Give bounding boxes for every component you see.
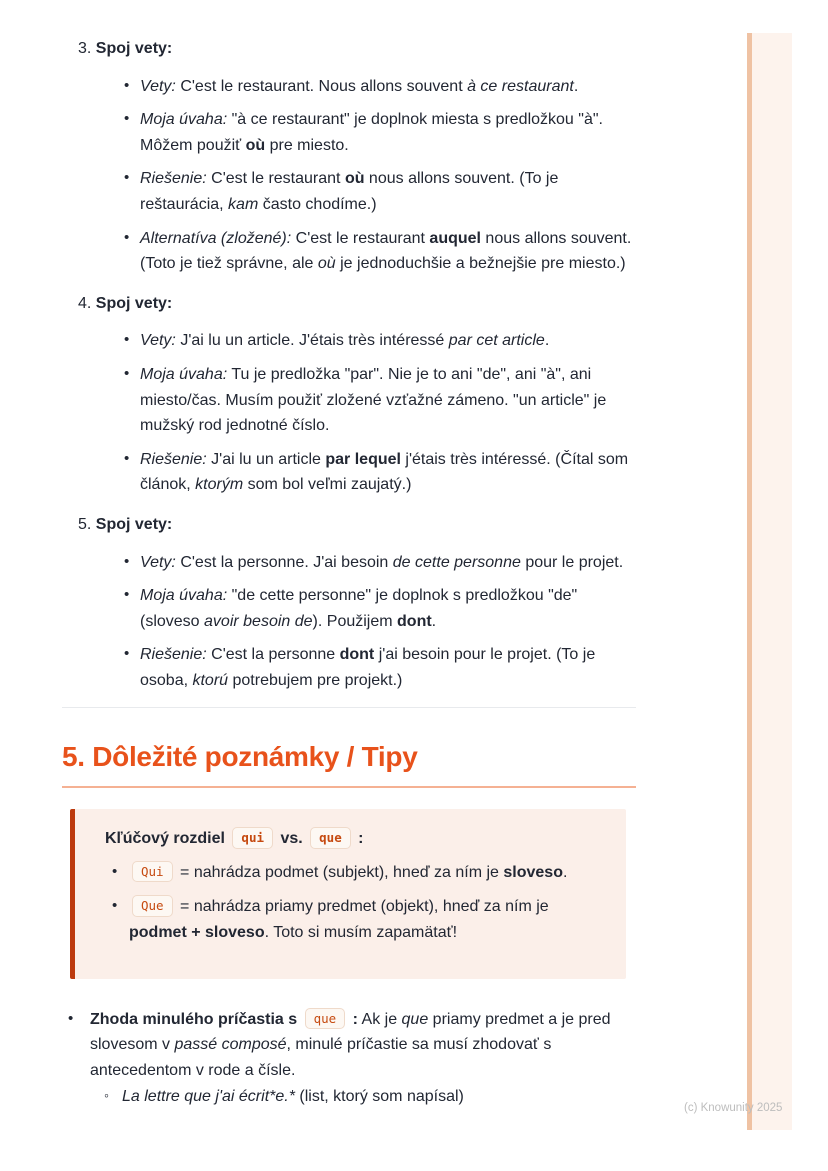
- tip-sub-item: ◦ La lettre que j'ai écrit*e.* (list, ktorý som napísal): [122, 1084, 636, 1110]
- exercise-title: Spoj vety:: [95, 515, 173, 533]
- bullet-item: • Moja úvaha: "à ce restaurant" je doplnok miesta s predložkou "à". Môžem použiť où pre miesto.: [140, 107, 636, 158]
- bullet-item: • Vety: C'est le restaurant. Nous allons souvent à ce restaurant.: [140, 74, 636, 100]
- exercise-bullets: [62, 550, 636, 694]
- exercise-heading: [62, 36, 636, 62]
- bullet-item: • Vety: C'est la personne. J'ai besoin de cette personne pour le projet.: [140, 550, 636, 576]
- bullet-item: • Riešenie: C'est la personne dont j'ai besoin pour le projet. (To je osoba, ktorú potrebujem pre projekt.): [140, 642, 636, 693]
- exercise-item-4: [62, 291, 636, 498]
- exercise-heading: [62, 512, 636, 538]
- bullet-item: • Moja úvaha: Tu je predložka "par". Nie je to ani "de", ani "à", ani miesto/čas. Musím použiť zložené vzťažné zámeno. "un article" je mužský rod jednotné číslo.: [140, 362, 636, 439]
- section-divider: [62, 707, 636, 708]
- page-edge-strip: [747, 33, 792, 1130]
- document-content: [62, 36, 636, 1110]
- exercise-number: 3.: [78, 40, 92, 57]
- bullet-item: • Qui = nahrádza podmet (subjekt), hneď za ním je sloveso.: [129, 860, 598, 886]
- inline-code-chip: Qui: [132, 861, 173, 883]
- exercise-title: Spoj vety:: [95, 40, 173, 57]
- tip-text: Zhoda minulého príčastia s que : Ak je que priamy predmet a je pred slovesom v passé composé, minulé príčastie sa musí zhodovať s antecedentom v rode a čísle.: [90, 1011, 611, 1079]
- exercise-title: Spoj vety:: [95, 294, 173, 312]
- exercise-number: 5.: [78, 515, 92, 533]
- exercise-bullets: [62, 74, 636, 277]
- tip-sub-list: [90, 1084, 636, 1110]
- bullet-item: • Moja úvaha: "de cette personne" je doplnok s predložkou "de" (sloveso avoir besoin de). Použijem dont.: [140, 583, 636, 634]
- exercise-list: [62, 36, 636, 693]
- tips-list: [62, 1007, 636, 1110]
- inline-code-chip: que: [310, 827, 351, 849]
- bullet-item: • Riešenie: J'ai lu un article par lequel j'étais très intéressé. (Čítal som článok, ktorým som bol veľmi zaujatý.): [140, 447, 636, 498]
- exercise-item-5: [62, 512, 636, 694]
- section-heading: 5. Dôležité poznámky / Tipy: [62, 742, 636, 788]
- copyright-watermark: (c) Knowunity 2025: [684, 1102, 783, 1114]
- inline-code-chip: que: [305, 1008, 346, 1030]
- tip-item: [90, 1007, 636, 1110]
- bullet-item: • Vety: J'ai lu un article. J'étais très intéressé par cet article.: [140, 328, 636, 354]
- exercise-bullets: [62, 328, 636, 498]
- inline-code-chip: Que: [132, 895, 173, 917]
- bullet-item: • Alternatíva (zložené): C'est le restaurant auquel nous allons souvent. (Toto je tiež správne, ale où je jednoduchšie a bežnejšie pre miesto.): [140, 226, 636, 277]
- callout-title: Kľúčový rozdiel qui vs. que :: [105, 826, 598, 852]
- inline-code-chip: qui: [232, 827, 273, 849]
- bullet-item: • Riešenie: C'est le restaurant où nous allons souvent. (To je reštaurácia, kam často chodíme.): [140, 166, 636, 217]
- bullet-item: • Que = nahrádza priamy predmet (objekt), hneď za ním je podmet + sloveso. Toto si musím zapamätať!: [129, 894, 598, 945]
- exercise-item-3: [62, 36, 636, 277]
- key-difference-callout: [70, 809, 626, 978]
- exercise-heading: [62, 291, 636, 317]
- callout-bullets: [105, 860, 598, 946]
- exercise-number: 4.: [78, 294, 92, 312]
